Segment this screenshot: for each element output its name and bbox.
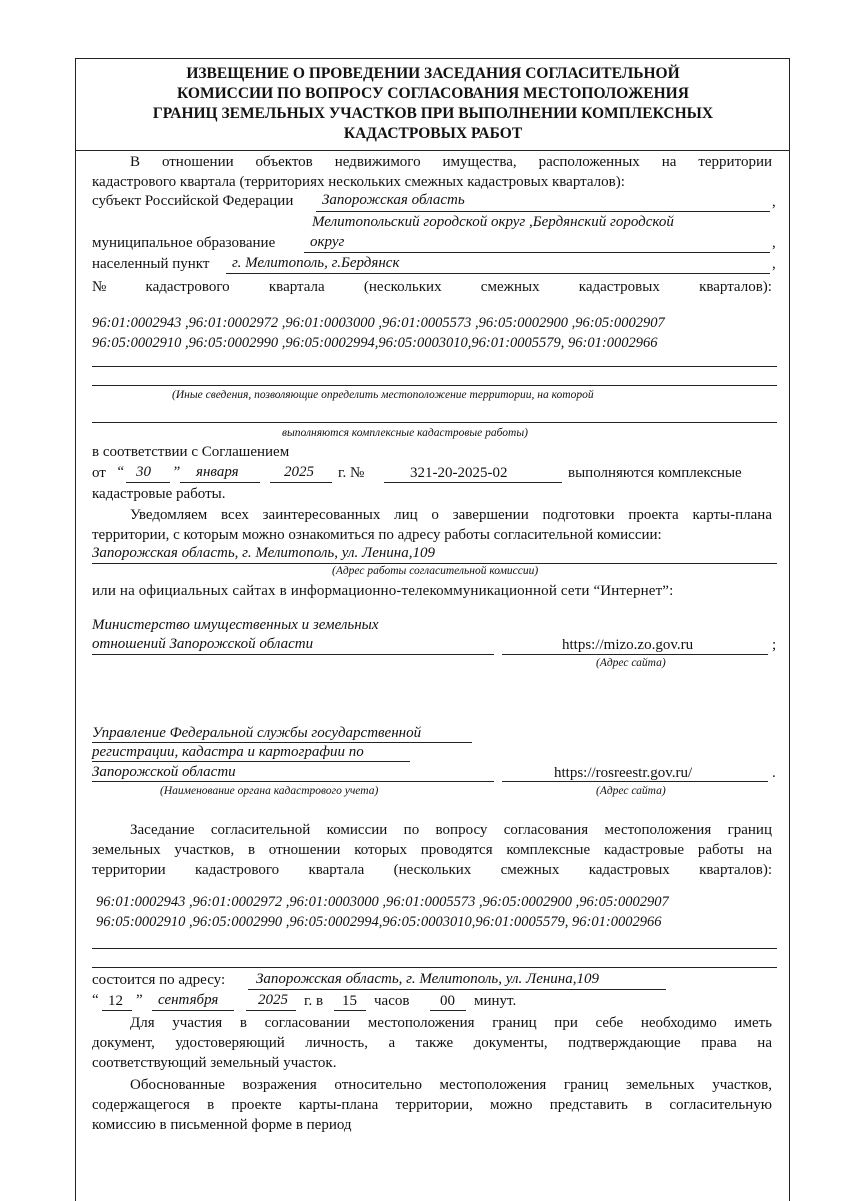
quarters-label-word: кадастрового: [145, 279, 230, 295]
municipality-underline: [304, 252, 770, 253]
org2-site-caption: (Адрес сайта): [596, 785, 666, 797]
objections-line: комиссию в письменной форме в период: [92, 1117, 352, 1133]
subject-value: Запорожская область: [322, 192, 465, 208]
meeting-blank-line-2: [92, 967, 777, 968]
meeting-blank-line: [92, 948, 777, 949]
quarters-line: 96:05:0002910 ,96:05:0002990 ,96:05:0002994,96:05:0003010,96:01:0005579, 96:01:0002966: [92, 335, 658, 351]
meeting-place-underline: [248, 989, 666, 990]
agreement-line3: кадастровые работы.: [92, 486, 226, 502]
commission-address: Запорожская область, г. Мелитополь, ул. Ленина,109: [92, 545, 436, 561]
meeting-hours-label: часов: [374, 993, 410, 1009]
org1-name-line2: отношений Запорожской области: [92, 636, 314, 652]
quarters-label-word: кадастровых: [578, 279, 660, 295]
participation-line: документ, удостоверяющий личность, а также документы, подтверждающие права на: [92, 1035, 772, 1051]
other-info-line-2: [92, 422, 777, 423]
quarters-label-word: смежных: [480, 279, 540, 295]
agreement-day-underline: [126, 482, 170, 483]
intro-line: В отношении объектов недвижимого имущества, расположенных на территории: [130, 154, 772, 170]
meeting-quarters: [96, 892, 669, 932]
quarters-label-word: кварталов):: [699, 279, 772, 295]
org2-site-underline: [502, 781, 768, 782]
meeting-quote-close: ”: [136, 992, 143, 1008]
quarters-label-word: (нескольких: [363, 279, 442, 295]
org1-name-line1: Министерство имущественных и земельных: [92, 617, 379, 633]
meeting-place-label: состоится по адресу:: [92, 972, 226, 988]
org1-site[interactable]: https://mizo.zo.gov.ru: [562, 637, 694, 653]
settlement-label: населенный пункт: [92, 256, 210, 272]
objections-line: содержащегося в проекте карты-плана территории, можно представить в согласительную: [92, 1097, 772, 1113]
org2-site[interactable]: https://rosreestr.gov.ru/: [554, 765, 693, 781]
org2-name-underline: [92, 781, 494, 782]
agreement-month-underline: [180, 482, 260, 483]
agreement-number: 321-20-2025-02: [410, 465, 508, 481]
other-info-line: [92, 385, 777, 386]
agreement-number-underline: [384, 482, 562, 483]
org1-site-underline: [502, 654, 768, 655]
meeting-quarters-line: 96:05:0002910 ,96:05:0002990 ,96:05:0002994,96:05:0003010,96:01:0005579, 96:01:0002966: [96, 914, 662, 930]
agreement-day: 30: [136, 464, 151, 480]
agreement-year: 2025: [284, 464, 314, 480]
objections-paragraph: [92, 1075, 772, 1135]
meeting-minutes-label: минут.: [474, 993, 517, 1009]
agreement-quote-close: ”: [172, 464, 181, 480]
meeting-line: территории кадастрового квартала (нескольких смежных кадастровых кварталов):: [92, 862, 772, 878]
meeting-month-underline: [152, 1010, 234, 1011]
participation-line: соответствующий земельный участок.: [92, 1055, 337, 1071]
agreement-from: от: [92, 465, 106, 481]
meeting-hours-underline: [334, 1010, 366, 1011]
agreement-month: января: [196, 464, 239, 480]
agreement-tail: выполняются комплексные: [568, 465, 742, 481]
meeting-quote-open: “: [92, 992, 99, 1008]
subject-underline: [316, 211, 770, 212]
meeting-minutes: 00: [440, 993, 455, 1009]
settlement-punct: ,: [772, 256, 776, 272]
notify-paragraph: [92, 505, 772, 545]
settlement-underline: [226, 273, 770, 274]
org1-site-caption: (Адрес сайта): [596, 657, 666, 669]
meeting-hours: 15: [342, 993, 357, 1009]
title-divider: [75, 150, 789, 151]
settlement-value: г. Мелитополь, г.Бердянск: [232, 255, 400, 271]
sites-intro: или на официальных сайтах в информационно-телекоммуникационной сети “Интернет”:: [92, 583, 674, 599]
title-line: ГРАНИЦ ЗЕМЕЛЬНЫХ УЧАСТКОВ ПРИ ВЫПОЛНЕНИИ КОМПЛЕКСНЫХ: [152, 105, 714, 122]
org2-name-line2: регистрации, кадастра и картографии по: [92, 744, 364, 760]
org2-name-line2-underline: [92, 761, 410, 762]
org1-punct: ;: [772, 637, 777, 653]
quarters-blank-line: [92, 366, 777, 367]
meeting-line: Заседание согласительной комиссии по вопросу согласования местоположения границ: [130, 822, 772, 838]
meeting-g-v: г. в: [304, 993, 324, 1009]
title-line: КАДАСТРОВЫХ РАБОТ: [343, 125, 523, 142]
participation-line: Для участия в согласовании местоположения границ при себе необходимо иметь: [130, 1015, 772, 1031]
municipality-value-line2: округ: [310, 234, 345, 250]
quarters-line: 96:01:0002943 ,96:01:0002972 ,96:01:0003000 ,96:01:0005573 ,96:05:0002900 ,96:05:0002907: [92, 315, 665, 331]
quarters-label-word: №: [92, 279, 107, 295]
org1-name-underline: [92, 654, 494, 655]
intro-line: кадастрового квартала (территориях нескольких смежных кадастровых кварталов):: [92, 174, 625, 190]
municipality-punct: ,: [772, 235, 776, 251]
org2-name-line3: Запорожской области: [92, 764, 236, 780]
meeting-day-underline: [102, 1010, 132, 1011]
document-title: [80, 64, 786, 144]
municipality-value-line1: Мелитопольский городской округ ,Бердянский городской: [312, 214, 674, 230]
meeting-paragraph: [92, 820, 772, 880]
title-line: КОМИССИИ ПО ВОПРОСУ СОГЛАСОВАНИЯ МЕСТОПОЛОЖЕНИЯ: [177, 85, 689, 102]
objections-line: Обоснованные возражения относительно местоположения границ земельных участков,: [130, 1077, 772, 1093]
participation-paragraph: [92, 1013, 772, 1073]
meeting-year-underline: [246, 1010, 296, 1011]
notify-line: территории, с которым можно ознакомиться по адресу работы согласительной комиссии:: [92, 527, 662, 543]
subject-punct: ,: [772, 194, 776, 210]
other-info-caption-2: выполняются комплексные кадастровые работы): [282, 427, 528, 439]
agreement-quote-open: “: [116, 464, 125, 480]
org2-punct: .: [772, 765, 776, 781]
meeting-place: Запорожская область, г. Мелитополь, ул. Ленина,109: [256, 971, 600, 987]
other-info-caption-1: (Иные сведения, позволяющие определить местоположение территории, на которой: [172, 389, 594, 401]
agreement-intro: в соответствии с Соглашением: [92, 444, 290, 460]
quarters-list: [92, 313, 665, 353]
title-line: ИЗВЕЩЕНИЕ О ПРОВЕДЕНИИ ЗАСЕДАНИЯ СОГЛАСИТЕЛЬНОЙ: [186, 65, 680, 82]
notify-line: Уведомляем всех заинтересованных лиц о завершении подготовки проекта карты-плана: [130, 507, 772, 523]
meeting-quarters-line: 96:01:0002943 ,96:01:0002972 ,96:01:0003000 ,96:01:0005573 ,96:05:0002900 ,96:05:0002907: [96, 894, 669, 910]
org2-name-line1: Управление Федеральной службы государственной: [92, 725, 422, 741]
agreement-year-underline: [270, 482, 332, 483]
quarters-label-word: квартала: [268, 279, 325, 295]
meeting-day: 12: [108, 993, 123, 1009]
agreement-number-label: г. №: [338, 465, 365, 481]
meeting-line: земельных участков, в отношении которых проводятся комплексные кадастровые работы на: [92, 842, 772, 858]
meeting-month: сентября: [158, 992, 219, 1008]
municipality-label: муниципальное образование: [92, 235, 276, 251]
org2-name-caption: (Наименование органа кадастрового учета): [160, 785, 379, 797]
commission-address-caption: (Адрес работы согласительной комиссии): [332, 565, 539, 577]
quarters-label: [92, 278, 772, 297]
intro-paragraph: [92, 152, 772, 192]
meeting-year: 2025: [258, 992, 288, 1008]
subject-label: субъект Российской Федерации: [92, 193, 294, 209]
meeting-minutes-underline: [430, 1010, 466, 1011]
